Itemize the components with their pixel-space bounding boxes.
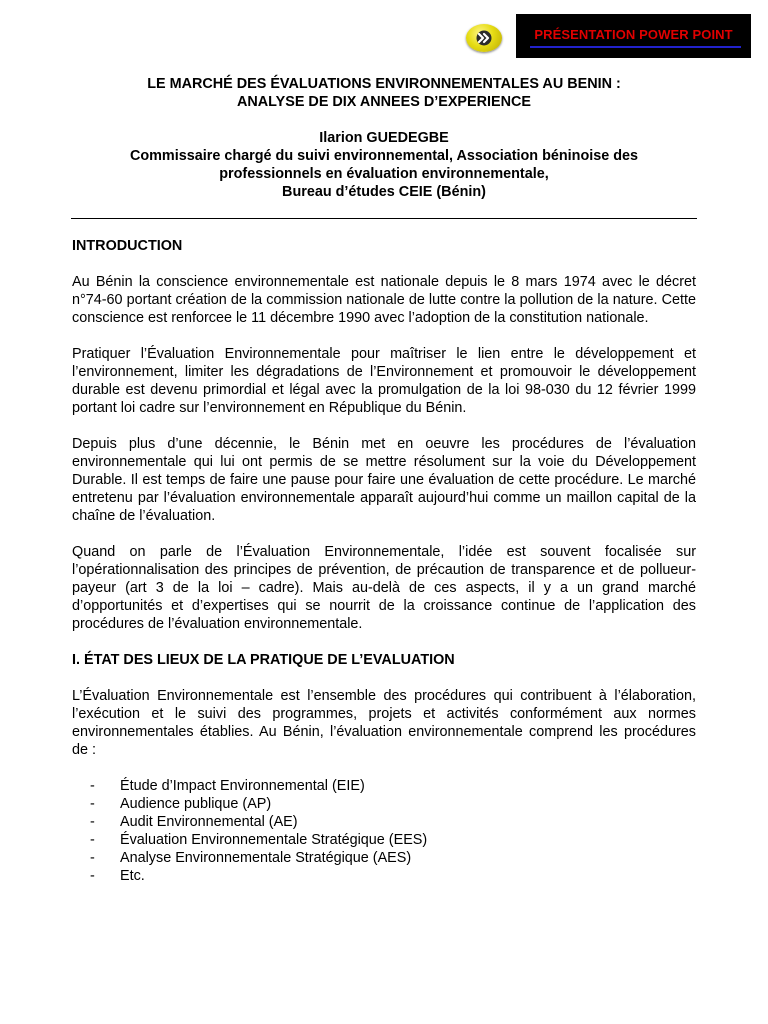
document-body (72, 237, 696, 885)
list-marker: - (90, 778, 95, 794)
title-line-2: ANALYSE DE DIX ANNEES D’EXPERIENCE (236, 94, 531, 110)
powerpoint-presentation-link[interactable] (516, 14, 751, 58)
list-marker: - (90, 868, 95, 884)
procedures-list (72, 777, 696, 885)
intro-paragraph-2: Pratiquer l’Évaluation Environnementale pour maîtriser le lien entre le développement et l’environnement, limiter les dégradations de l’Environnement et promouvoir le développement durable est devenu primordial et légal avec la promulgation de la loi 98-030 du 12 février 1999 portant loi cadre sur l’environnement en République du Bénin. (72, 346, 696, 416)
list-item: - Analyse Environnementale Stratégique (AES) (90, 850, 412, 866)
list-item: - Etc. (90, 868, 145, 884)
section-1-paragraph: L’Évaluation Environnementale est l’ensemble des procédures qui contribuent à l’élaboration, l’exécution et le suivi des programmes, projets et activités conformément aux normes environnementales établies. Au Bénin, l’évaluation environnementale comprend les procédures de : (72, 688, 696, 758)
affiliation-line-2: professionnels en évaluation environnementale, (219, 166, 549, 182)
list-item: - Étude d’Impact Environnemental (EIE) (90, 778, 365, 794)
author-name: Ilarion GUEDEGBE (319, 130, 449, 146)
intro-paragraph-4: Quand on parle de l’Évaluation Environnementale, l’idée est souvent focalisée sur l’opérationnalisation des principes de prévention, de précaution de transparence et de pollueur- payeur (art 3 de la loi – cadre). Mais au-delà de ces aspects, il y a un grand marché d’opportunités et d’expertises qui se nourrit de la croissance continue de l’application des procédures de l’évaluation environnementale. (72, 544, 696, 632)
list-item: - Audit Environnemental (AE) (90, 814, 298, 830)
list-item: - Évaluation Environnementale Stratégique (EES) (90, 832, 428, 848)
list-item: - Audience publique (AP) (90, 796, 272, 812)
intro-paragraph-1: Au Bénin la conscience environnementale est nationale depuis le 8 mars 1974 avec le décret n°74-60 portant création de la commission nationale de lutte contre la pollution de la nature. Cette conscience est renforcee le 11 décembre 1990 avec l’adoption de la constitution nationale. (72, 274, 696, 326)
header-divider (71, 218, 697, 219)
list-marker: - (90, 796, 95, 812)
next-page-button[interactable] (466, 24, 502, 52)
document-header (72, 75, 696, 201)
section-1-heading: I. ÉTAT DES LIEUX DE LA PRATIQUE DE L’EVALUATION (72, 652, 455, 668)
powerpoint-underline (530, 46, 741, 48)
introduction-heading: INTRODUCTION (72, 238, 183, 254)
affiliation-line-3: Bureau d’études CEIE (Bénin) (282, 184, 486, 200)
affiliation-line-1: Commissaire chargé du suivi environnemental, Association béninoise des (129, 148, 639, 164)
list-marker: - (90, 832, 95, 848)
list-marker: - (90, 850, 95, 866)
powerpoint-label: PRÉSENTATION POWER POINT (534, 27, 733, 42)
intro-paragraph-3: Depuis plus d’une décennie, le Bénin met en oeuvre les procédures de l’évaluation environnementale qui lui ont permis de se mettre résolument sur la voie du Développement Durable. Il est temps de faire une pause pour faire une évaluation de cette procédure. Le marché entretenu par l’évaluation environnementale apparaît aujourd’hui comme un maillon capital de la chaîne de l’évaluation. (72, 436, 696, 524)
list-marker: - (90, 814, 95, 830)
title-line-1: LE MARCHÉ DES ÉVALUATIONS ENVIRONNEMENTALES AU BENIN : (147, 76, 621, 92)
double-chevron-right-icon (473, 30, 495, 46)
